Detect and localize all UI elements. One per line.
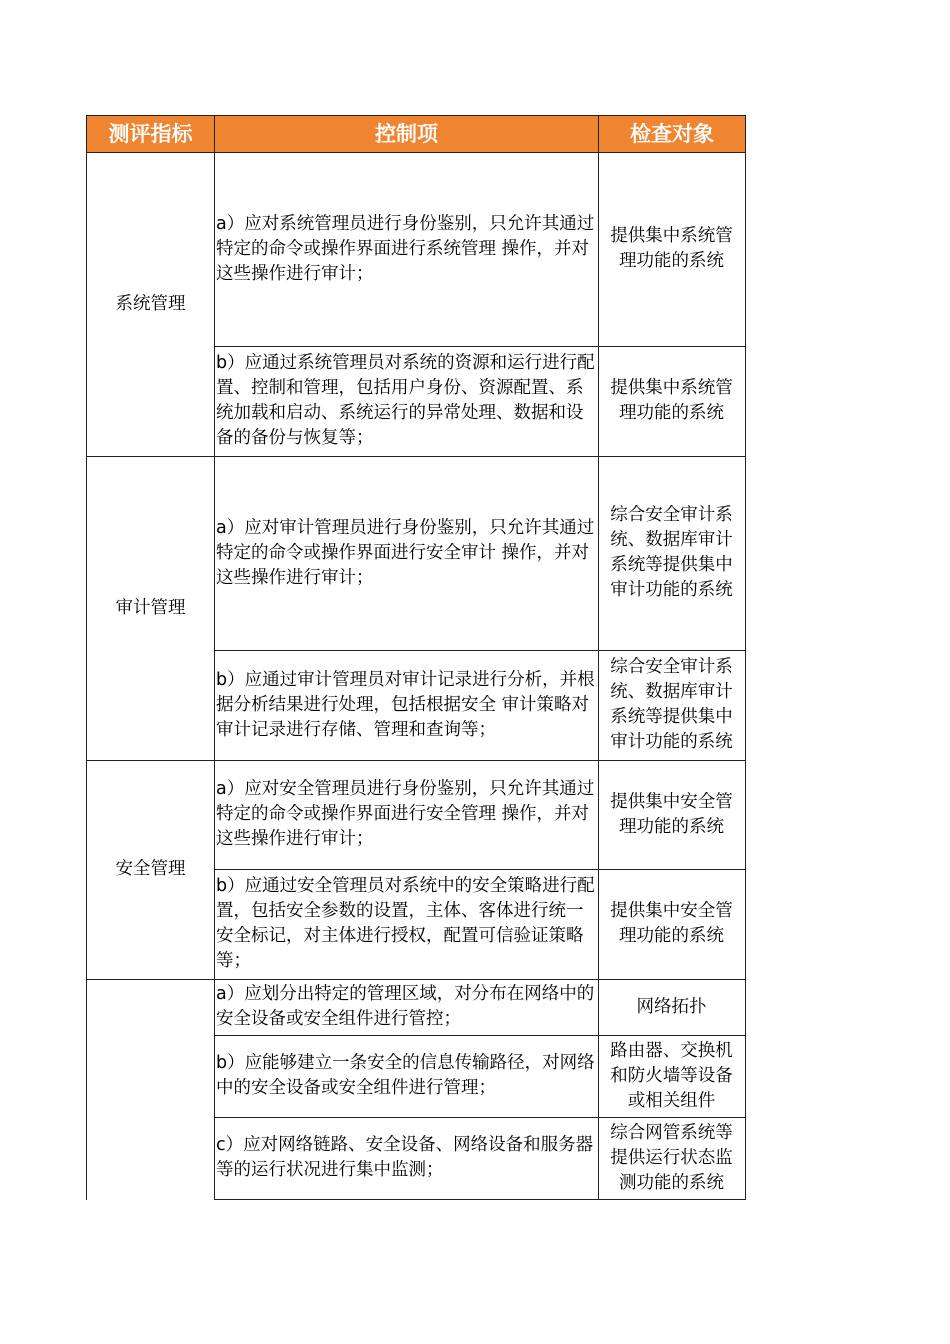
target-cell: 提供集中安全管理功能的系统 bbox=[598, 869, 746, 980]
control-cell: b）应通过系统管理员对系统的资源和运行进行配置、控制和管理，包括用户身份、资源配置、系统加载和启动、系统运行的异常处理、数据和设备的备份与恢复等； bbox=[214, 346, 599, 457]
indicator-cell: 系统管理 bbox=[86, 152, 215, 457]
target-cell: 综合网管系统等提供运行状态监测功能的系统 bbox=[598, 1117, 746, 1200]
header-control: 控制项 bbox=[214, 115, 599, 153]
target-cell: 综合安全审计系统、数据库审计系统等提供集中审计功能的系统 bbox=[598, 456, 746, 651]
control-cell: c）应对网络链路、安全设备、网络设备和服务器等的运行状况进行集中监测； bbox=[214, 1117, 599, 1200]
indicator-cell: 审计管理 bbox=[86, 456, 215, 761]
control-cell: a）应划分出特定的管理区域，对分布在网络中的安全设备或安全组件进行管控； bbox=[214, 979, 599, 1036]
control-cell: a）应对安全管理员进行身份鉴别，只允许其通过特定的命令或操作界面进行安全管理 操作，并对这些操作进行审计； bbox=[214, 760, 599, 870]
indicator-cell bbox=[86, 979, 215, 1200]
target-cell: 提供集中系统管理功能的系统 bbox=[598, 152, 746, 347]
control-cell: a）应对审计管理员进行身份鉴别，只允许其通过特定的命令或操作界面进行安全审计 操作，并对这些操作进行审计； bbox=[214, 456, 599, 651]
control-cell: a）应对系统管理员进行身份鉴别，只允许其通过特定的命令或操作界面进行系统管理 操作，并对这些操作进行审计； bbox=[214, 152, 599, 347]
target-cell: 提供集中系统管理功能的系统 bbox=[598, 346, 746, 457]
target-cell: 路由器、交换机和防火墙等设备或相关组件 bbox=[598, 1035, 746, 1118]
header-target: 检查对象 bbox=[598, 115, 746, 153]
target-cell: 综合安全审计系统、数据库审计系统等提供集中审计功能的系统 bbox=[598, 650, 746, 761]
target-cell: 提供集中安全管理功能的系统 bbox=[598, 760, 746, 870]
target-cell: 网络拓扑 bbox=[598, 979, 746, 1036]
control-cell: b）应通过安全管理员对系统中的安全策略进行配置，包括安全参数的设置，主体、客体进行统一安全标记，对主体进行授权，配置可信验证策略等； bbox=[214, 869, 599, 980]
control-cell: b）应通过审计管理员对审计记录进行分析，并根据分析结果进行处理，包括根据安全 审计策略对审计记录进行存储、管理和查询等； bbox=[214, 650, 599, 761]
header-indicator: 测评指标 bbox=[86, 115, 215, 153]
control-cell: b）应能够建立一条安全的信息传输路径，对网络中的安全设备或安全组件进行管理； bbox=[214, 1035, 599, 1118]
indicator-cell: 安全管理 bbox=[86, 760, 215, 980]
